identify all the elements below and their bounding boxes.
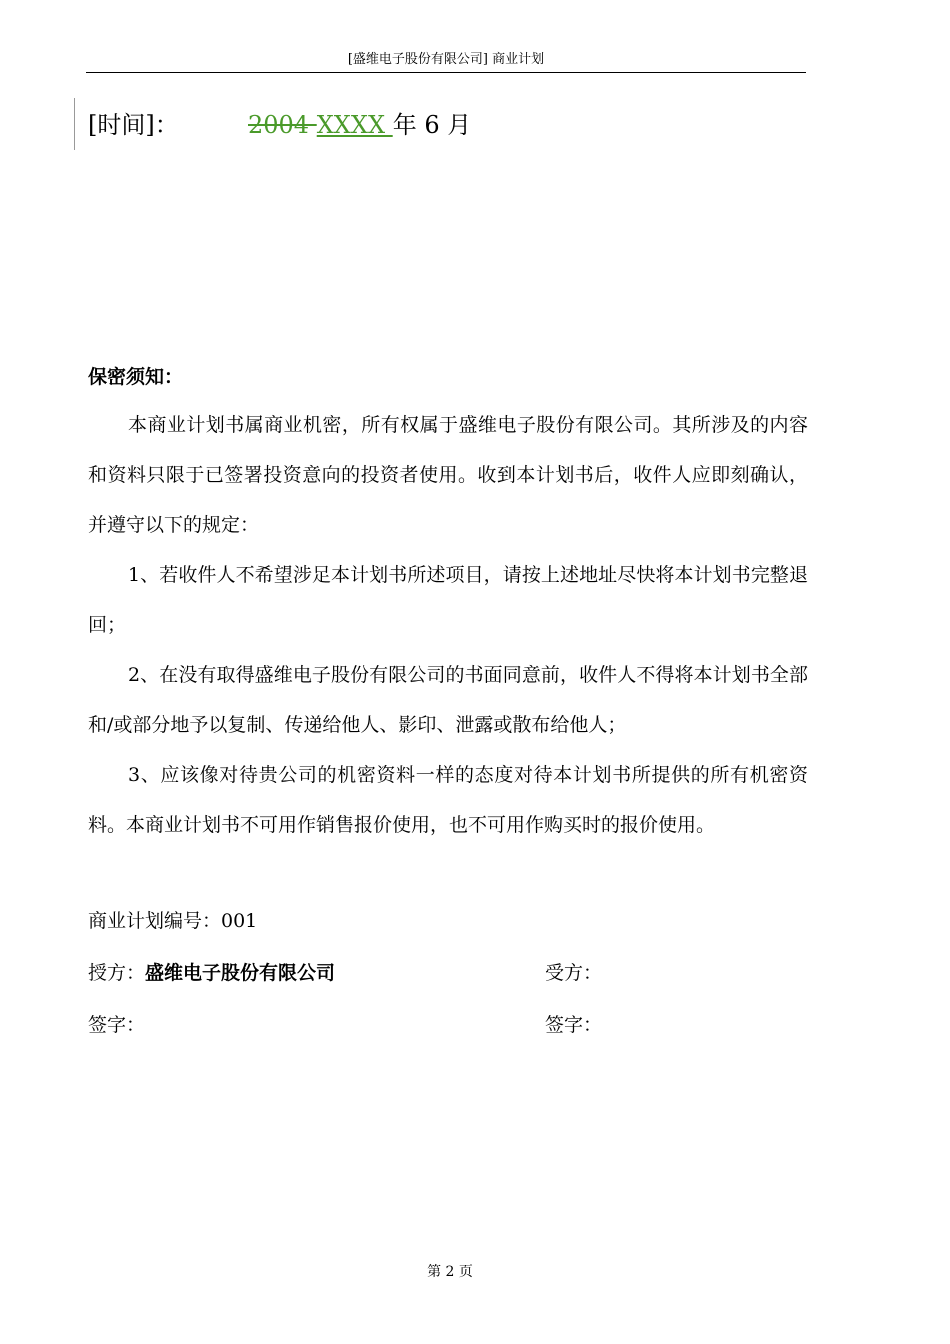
grantor-name: 盛维电子股份有限公司 (145, 962, 336, 984)
time-label: [时间]： (88, 111, 179, 139)
grantor-label: 授方： (88, 962, 146, 984)
time-line (88, 108, 471, 142)
notice-rule-2: 2、在没有取得盛维电子股份有限公司的书面同意前，收件人不得将本计划书全部和/或部分地予以复制、传递给他人、影印、泄露或散布给他人； (88, 664, 808, 736)
page-number: 第 2 页 (427, 1264, 473, 1280)
page-header: [盛维电子股份有限公司] 商业计划 (347, 52, 545, 67)
deleted-year: 2004 (248, 111, 317, 139)
notice-title: 保密须知： (88, 366, 184, 388)
grantor-signature-label: 签字： (88, 1014, 146, 1036)
grantor-line (88, 958, 335, 988)
grantee-signature-label: 签字： (545, 1014, 603, 1036)
notice-paragraph-intro: 本商业计划书属商业机密，所有权属于盛维电子股份有限公司。其所涉及的内容和资料只限于已签署投资意向的投资者使用。收到本计划书后，收件人应即刻确认，并遵守以下的规定： (88, 414, 808, 536)
plan-number: 商业计划编号：001 (88, 910, 258, 932)
inserted-year: XXXX (316, 111, 393, 139)
month-text: 年 6 月 (392, 111, 472, 139)
grantee-label: 受方： (545, 962, 603, 984)
notice-rule-1: 1、若收件人不希望涉足本计划书所述项目，请按上述地址尽快将本计划书完整退回； (88, 564, 808, 636)
header-rule (86, 72, 806, 73)
revision-change-bar (74, 98, 75, 150)
notice-rule-3: 3、应该像对待贵公司的机密资料一样的态度对待本计划书所提供的所有机密资料。本商业计划书不可用作销售报价使用，也不可用作购买时的报价使用。 (88, 764, 808, 836)
